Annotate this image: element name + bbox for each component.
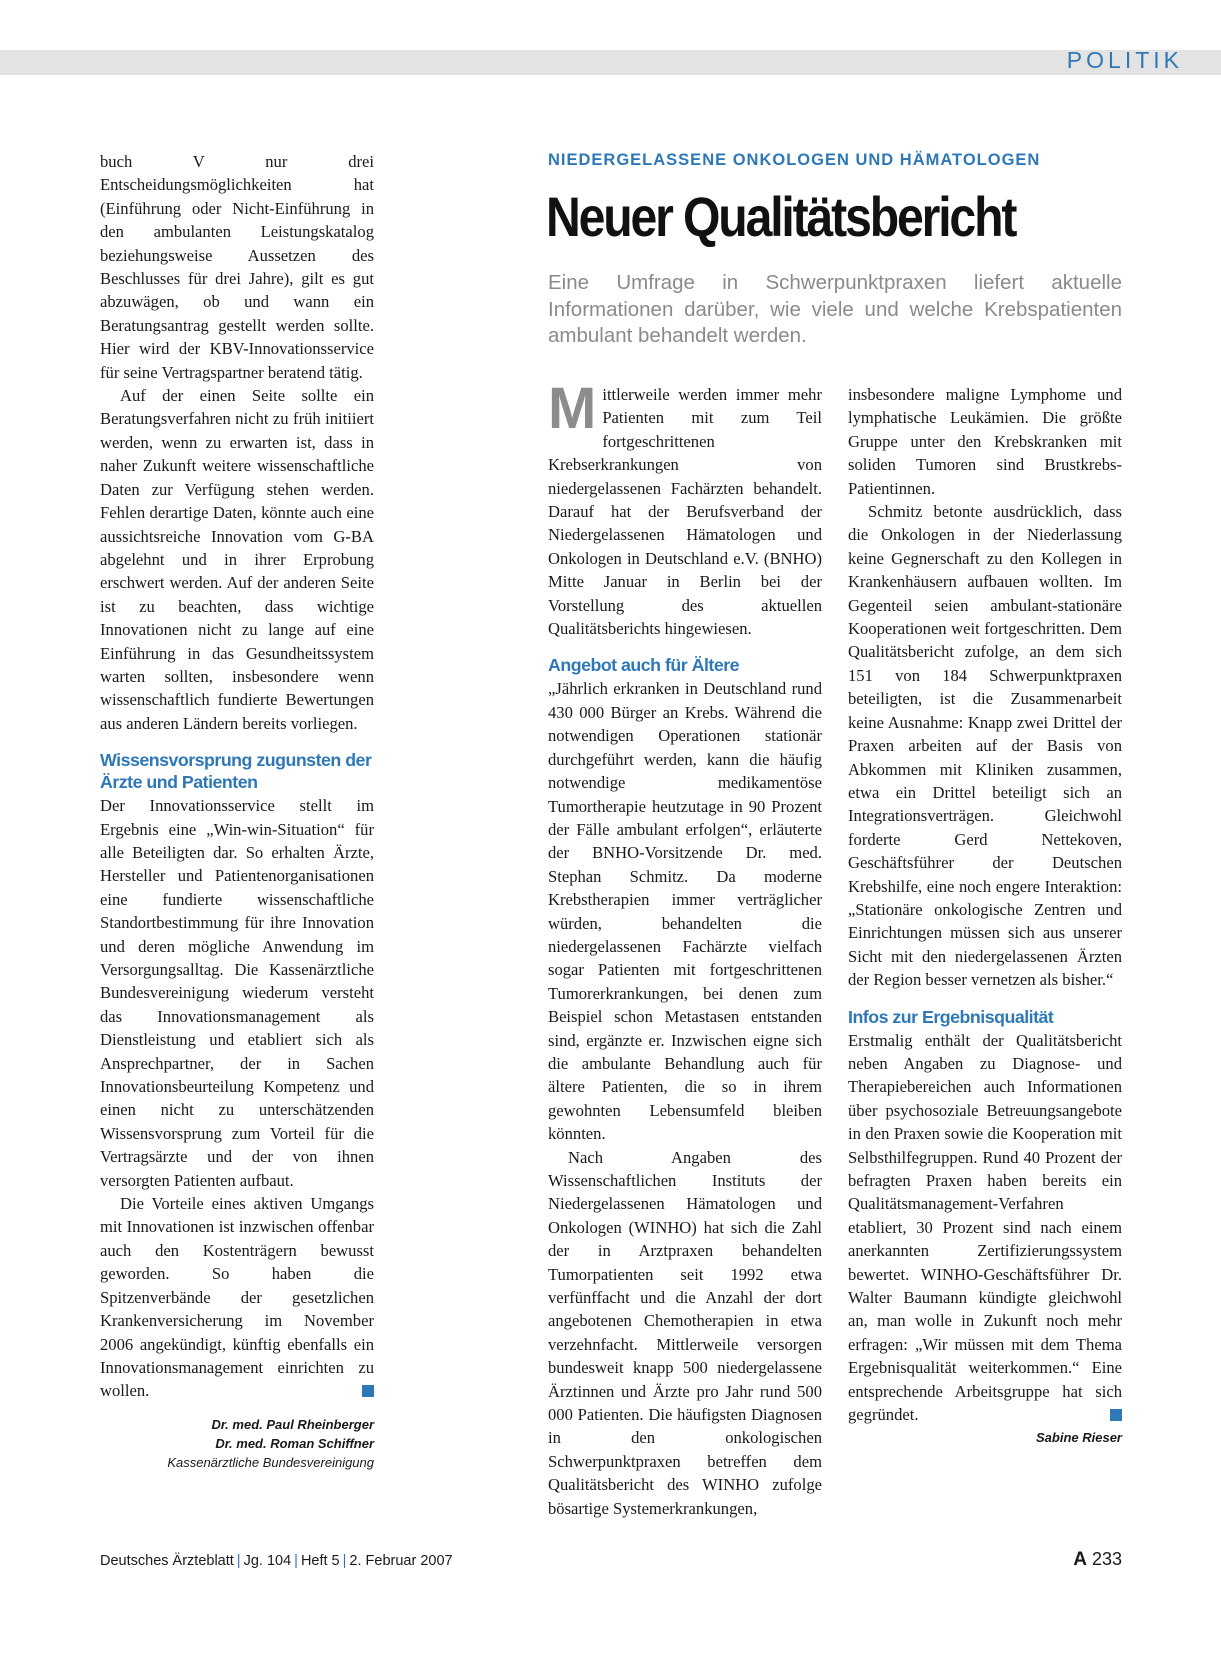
separator: |: [342, 1553, 347, 1569]
volume: Jg. 104: [243, 1553, 292, 1569]
journal-name: Deutsches Ärzteblatt: [100, 1553, 234, 1569]
paragraph: [848, 1029, 1122, 1427]
article-title: Neuer Qualitätsbericht: [546, 185, 1016, 248]
paragraph: Der Innovationsservice stellt im Ergebnis eine „Win-win-Situation“ für alle Beteiligten dar. So erhalten Ärzte, Hersteller und Patientenorganisationen eine fundierte wissenschaftliche Standortbestimmung für ihre Innovation und deren mögliche Anwendung im Versorgungsalltag. Die Kassenärztliche Bundesvereinigung wiederum versteht das Innovationsmanagement als Dienstleistung und etabliert sich als Ansprechpartner, der in Sachen Innovationsbeurteilung Kompetenz und einen nicht zu unterschätzenden Wissensvorsprung zum Vorteil für die Vertragsärzte und der von ihnen versorgten Patienten aufbaut.: [100, 796, 374, 1190]
article-lead: Eine Umfrage in Schwerpunktpraxen liefert aktuelle Informationen darüber, wie viele und welche Krebspatienten ambulant behandelt werden.: [548, 271, 1122, 347]
subheading: Angebot auch für Ältere: [548, 655, 740, 676]
signature-block: [100, 1415, 374, 1472]
drop-cap: M: [548, 376, 597, 441]
author-name: Dr. med. Paul Rheinberger: [211, 1416, 374, 1432]
issue: Heft 5: [300, 1553, 340, 1569]
signature-block: [848, 1428, 1122, 1447]
paragraph-text: Erstmalig enthält der Qualitätsbericht neben Angaben zu Diagnose- und Therapiebereichen auch Informationen über psychosoziale Betreuungsangebote in den Praxen sowie die Kooperation mit Selbsthilfegruppen. Rund 40 Prozent der befragten Praxen haben bereits ein Qualitätsmanagement-Verfahren etabliert, 30 Prozent sind nach einem anerkannten Zertifizierungssystem bewertet. WINHO-Geschäftsführer Dr. Walter Baumann kündigte gleichwohl an, man wolle in Zukunft noch mehr erfragen: „Wir müssen mit dem Thema Ergebnisqualität weiterkommen.“ Eine entsprechende Arbeitsgruppe hat sich gegründet.: [848, 1030, 1122, 1425]
paragraph: „Jährlich erkranken in Deutschland rund 430 000 Bürger an Krebs. Während die notwendigen Operationen stationär durchgeführt werden, kann die häufig notwendige medikamentöse Tumortherapie heutzutage in 90 Prozent der Fälle ambulant erfolgen“, erläuterte der BNHO-Vorsitzende Dr. med. Stephan Schmitz. Da moderne Krebstherapien immer verträglicher würden, behandelten die niedergelassenen Fachärzte vielfach sogar Patienten mit fortgeschrittenen Tumorerkrankungen, bei denen zum Beispiel schon Metastasen entstanden sind, ergänzte er. Inzwischen eigne sich die ambulante Behandlung auch für ältere Patienten, die so in ihrem gewohnten Lebensumfeld bleiben könnten.: [548, 679, 822, 1144]
paragraph: [548, 376, 822, 640]
paragraph-text: ittlerweile werden immer mehr Patienten mit zum Teil fortgeschrittenen Krebserkrankungen von niedergelassenen Fachärzten behandelt. Darauf hat der Berufsverband der Niedergelassenen Hämatologen und Onkologen in Deutschland e.V. (BNHO) Mitte Januar in Berlin bei der Vorstellung des aktuellen Qualitätsberichts hingewiesen.: [548, 385, 822, 639]
paragraph: buch V nur drei Entscheidungsmöglichkeiten hat (Einführung oder Nicht-Einführung in den ambulanten Leistungskatalog beziehungsweise Aussetzen des Beschlusses für drei Jahre), gilt es gut abzuwägen, ob und wann ein Beratungsantrag gestellt werden sollte. Hier wird der KBV-Innovationsservice für seine Vertragspartner beratend tätig.: [100, 152, 374, 382]
paragraph: Schmitz betonte ausdrücklich, dass die Onkologen in der Niederlassung keine Gegnerschaft zu den Kollegen in Krankenhäusern aufbauen wollten. Im Gegenteil seien ambulant-stationäre Kooperationen weit fortgeschritten. Dem Qualitätsbericht zufolge, an dem sich 151 von 184 Schwerpunktpraxen beteiligten, ist die Zusammenarbeit keine Ausnahme: Knapp zwei Drittel der Praxen arbeiten auf der Basis von Abkommen mit Kliniken zusammen, etwa ein Drittel beteiligt sich an Integrationsverträgen. Gleichwohl forderte Gerd Nettekoven, Geschäftsführer der Deutschen Krebshilfe, eine noch engere Interaktion: „Stationäre onkologische Zentren und Einrichtungen müssen sich aus unserer Sicht mit den niedergelassenen Ärzten der Region besser vernetzen als bisher.“: [848, 502, 1122, 990]
issue-date: 2. Februar 2007: [349, 1553, 453, 1569]
separator: |: [236, 1553, 241, 1569]
page-footer: [100, 1549, 1122, 1577]
article-column-1: [548, 376, 822, 1520]
end-mark-icon: [362, 1385, 374, 1397]
separator: |: [294, 1553, 298, 1569]
section-label: POLITIK: [1066, 47, 1183, 73]
page-value: 233: [1091, 1549, 1122, 1569]
article-column-2: [848, 383, 1122, 1447]
paragraph-text: Die Vorteile eines aktiven Umgangs mit Innovationen ist inzwischen offenbar auch den Kostenträgern bewusst geworden. So haben die Spitzenverbände der gesetzlichen Krankenversicherung im November 2006 angekündigt, künftig ebenfalls ein Innovationsmanagement einrichten zu wollen.: [100, 1194, 374, 1401]
paragraph: Nach Angaben des Wissenschaftlichen Instituts der Niedergelassenen Hämatologen und Onkologen (WINHO) hat sich die Zahl der in Arztpraxen behandelten Tumorpatienten seit 1992 etwa verfünffacht und die Anzahl der dort angebotenen Chemotherapien in etwa verzehnfacht. Mittlerweile versorgen bundesweit knapp 500 niedergelassene Ärztinnen und Ärzte pro Jahr rund 500 000 Patienten. Die häufigsten Diagnosen in den onkologischen Schwerpunktpraxen betreffen dem Qualitätsbericht des WINHO zufolge bösartige Systemerkrankungen,: [548, 1147, 822, 1518]
page-prefix: A: [1073, 1549, 1087, 1570]
paragraph: insbesondere maligne Lymphome und lymphatische Leukämien. Die größte Gruppe unter den Krebskranken mit soliden Tumoren sind Brustkrebs-Patientinnen.: [848, 385, 1122, 498]
author-organization: Kassenärztliche Bundesvereinigung: [167, 1454, 374, 1470]
subheading: Infos zur Ergebnisqualität: [848, 1006, 1054, 1027]
author-name: Dr. med. Roman Schiffner: [215, 1435, 374, 1451]
subheading: Wissensvorsprung zugunsten der Ärzte und Patienten: [100, 750, 372, 793]
paragraph: Auf der einen Seite sollte ein Beratungsverfahren nicht zu früh initiiert werden, wenn zu erwarten ist, dass in naher Zukunft weitere wissenschaftliche Daten zur Verfügung stehen werden. Fehlen derartige Daten, könnte auch eine aussichtsreiche Innovation vom G-BA abgelehnt und in ihrer Erprobung erschwert werden. Auf der anderen Seite ist zu beachten, dass wichtige Innovationen nicht zu lange auf eine Einführung in das Gesundheitssystem warten sollten, insbesondere wenn wissenschaftlich fundierte Bewertungen aus anderen Ländern bereits vorliegen.: [100, 386, 374, 733]
previous-article-column: [100, 150, 374, 1472]
author-name: Sabine Rieser: [1036, 1430, 1122, 1446]
article-kicker: NIEDERGELASSENE ONKOLOGEN UND HÄMATOLOGEN: [548, 151, 1041, 169]
header-bar: [0, 50, 1221, 75]
paragraph: [100, 1192, 374, 1403]
end-mark-icon: [1110, 1409, 1122, 1421]
page-number: [1073, 1549, 1122, 1571]
